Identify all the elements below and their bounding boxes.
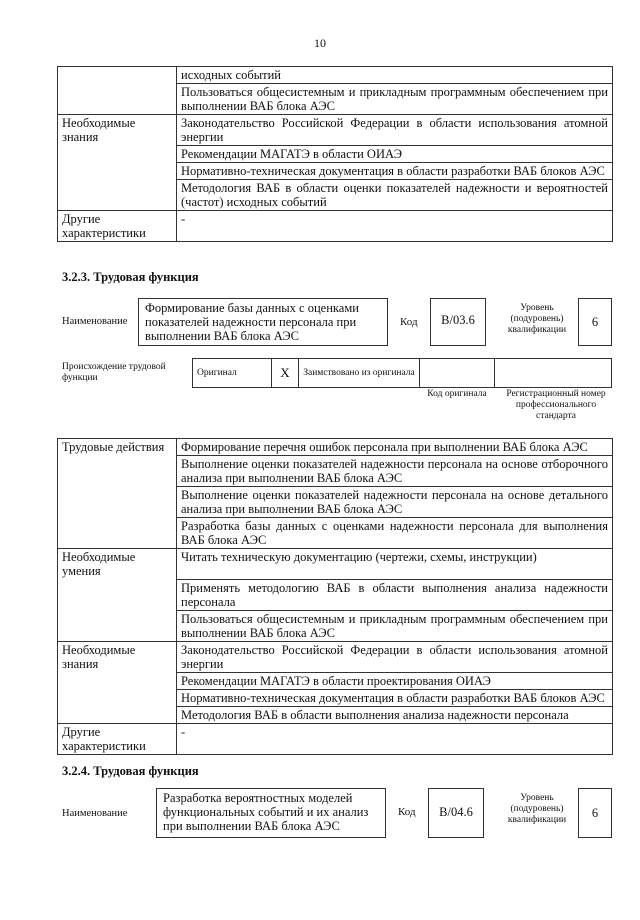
level-label: Уровень (подуровень) квалификации xyxy=(507,793,567,825)
row-label-empty xyxy=(58,163,177,180)
table-cell: Формирование перечня ошибок персонала при выполнении ВАБ блока АЭС xyxy=(177,439,613,456)
borrowed-label: Заимствовано из оригинала xyxy=(299,359,420,388)
table-row xyxy=(58,487,613,518)
table-cell: исходных событий xyxy=(177,67,613,84)
top-requirements-table xyxy=(57,66,613,242)
main-requirements-table xyxy=(57,438,613,755)
code-original-cell xyxy=(420,359,495,388)
table-cell: Методология ВАБ в области выполнения анализа надежности персонала xyxy=(177,706,613,723)
original-label: Оригинал xyxy=(193,359,272,388)
reg-number-cell xyxy=(495,359,612,388)
table-row xyxy=(58,706,613,723)
table-cell: Выполнение оценки показателей надежности персонала на основе детального анализа при выполнении ВАБ блока АЭС xyxy=(177,487,613,518)
function-name-box: Формирование базы данных с оценками показателей надежности персонала при выполнении ВАБ блока АЭС xyxy=(138,298,388,346)
table-row xyxy=(58,180,613,211)
table-cell: Применять методологию ВАБ в области выполнения анализа надежности персонала xyxy=(177,579,613,610)
table-cell: Рекомендации МАГАТЭ в области ОИАЭ xyxy=(177,146,613,163)
table-row xyxy=(58,672,613,689)
table-cell: Читать техническую документацию (чертежи, схемы, инструкции) xyxy=(177,549,613,580)
row-label: Необходимые знания xyxy=(58,115,177,146)
table-cell: Пользоваться общесистемным и прикладным программным обеспечением при выполнении ВАБ блока АЭС xyxy=(177,84,613,115)
table-row xyxy=(58,723,613,754)
table-row xyxy=(58,518,613,549)
table-row xyxy=(58,579,613,610)
row-label-empty xyxy=(58,518,177,549)
table-row xyxy=(58,689,613,706)
table-row xyxy=(58,439,613,456)
code-value-box: В/04.6 xyxy=(428,788,484,838)
table-row xyxy=(58,211,613,242)
table-cell: - xyxy=(177,211,613,242)
table-cell: Нормативно-техническая документация в области разработки ВАБ блоков АЭС xyxy=(177,163,613,180)
table-row xyxy=(58,549,613,580)
table-row xyxy=(58,115,613,146)
section-heading: 3.2.3. Трудовая функция xyxy=(62,270,199,284)
name-label: Наименование xyxy=(62,808,128,819)
code-value-box: В/03.6 xyxy=(430,298,486,346)
row-label: Другие характеристики xyxy=(58,211,177,242)
row-label: Трудовые действия xyxy=(58,439,177,456)
row-label-empty xyxy=(58,706,177,723)
level-value-box: 6 xyxy=(578,788,612,838)
level-label: Уровень (подуровень) квалификации xyxy=(507,303,567,335)
table-row xyxy=(58,84,613,115)
row-label-empty xyxy=(58,610,177,641)
table-cell: Разработка базы данных с оценками надежности персонала для выполнения ВАБ блока АЭС xyxy=(177,518,613,549)
row-label-empty xyxy=(58,180,177,211)
row-label-empty xyxy=(58,456,177,487)
code-label: Код xyxy=(398,806,416,818)
table-cell: Законодательство Российской Федерации в области использования атомной энергии xyxy=(177,115,613,146)
row-label xyxy=(58,67,177,84)
function-name-box: Разработка вероятностных моделей функциональных событий и их анализ при выполнении ВАБ блока АЭС xyxy=(156,788,386,838)
table-row xyxy=(58,67,613,84)
level-value-box: 6 xyxy=(578,298,612,346)
row-label: Необходимые знания xyxy=(58,641,177,672)
row-label-empty xyxy=(58,487,177,518)
reg-number-label: Регистрационный номер профессионального стандарта xyxy=(506,389,606,421)
table-cell: Законодательство Российской Федерации в области использования атомной энергии xyxy=(177,641,613,672)
origin-table xyxy=(192,358,612,388)
table-row xyxy=(58,641,613,672)
table-cell: - xyxy=(177,723,613,754)
row-label-empty xyxy=(58,579,177,610)
origin-label: Происхождение трудовой функции xyxy=(62,362,166,383)
code-original-label: Код оригинала xyxy=(427,389,487,399)
section-heading: 3.2.4. Трудовая функция xyxy=(62,764,199,778)
row-label-empty xyxy=(58,84,177,115)
table-row xyxy=(58,610,613,641)
table-cell: Выполнение оценки показателей надежности персонала на основе отборочного анализа при выполнении ВАБ блока АЭС xyxy=(177,456,613,487)
table-row xyxy=(58,146,613,163)
table-cell: Нормативно-техническая документация в области разработки ВАБ блоков АЭС xyxy=(177,689,613,706)
code-label: Код xyxy=(400,316,418,328)
name-label: Наименование xyxy=(62,316,128,327)
table-cell: Методология ВАБ в области оценки показателей надежности и вероятностей (частот) исходных событий xyxy=(177,180,613,211)
table-cell: Пользоваться общесистемным и прикладным программным обеспечением при выполнении ВАБ блока АЭС xyxy=(177,610,613,641)
original-mark: X xyxy=(272,359,299,388)
table-cell: Рекомендации МАГАТЭ в области проектирования ОИАЭ xyxy=(177,672,613,689)
row-label-empty xyxy=(58,689,177,706)
table-row xyxy=(58,456,613,487)
row-label-empty xyxy=(58,672,177,689)
page-number: 10 xyxy=(314,36,326,50)
row-label: Необходимые умения xyxy=(58,549,177,580)
row-label-empty xyxy=(58,146,177,163)
row-label: Другие характеристики xyxy=(58,723,177,754)
table-row xyxy=(58,163,613,180)
